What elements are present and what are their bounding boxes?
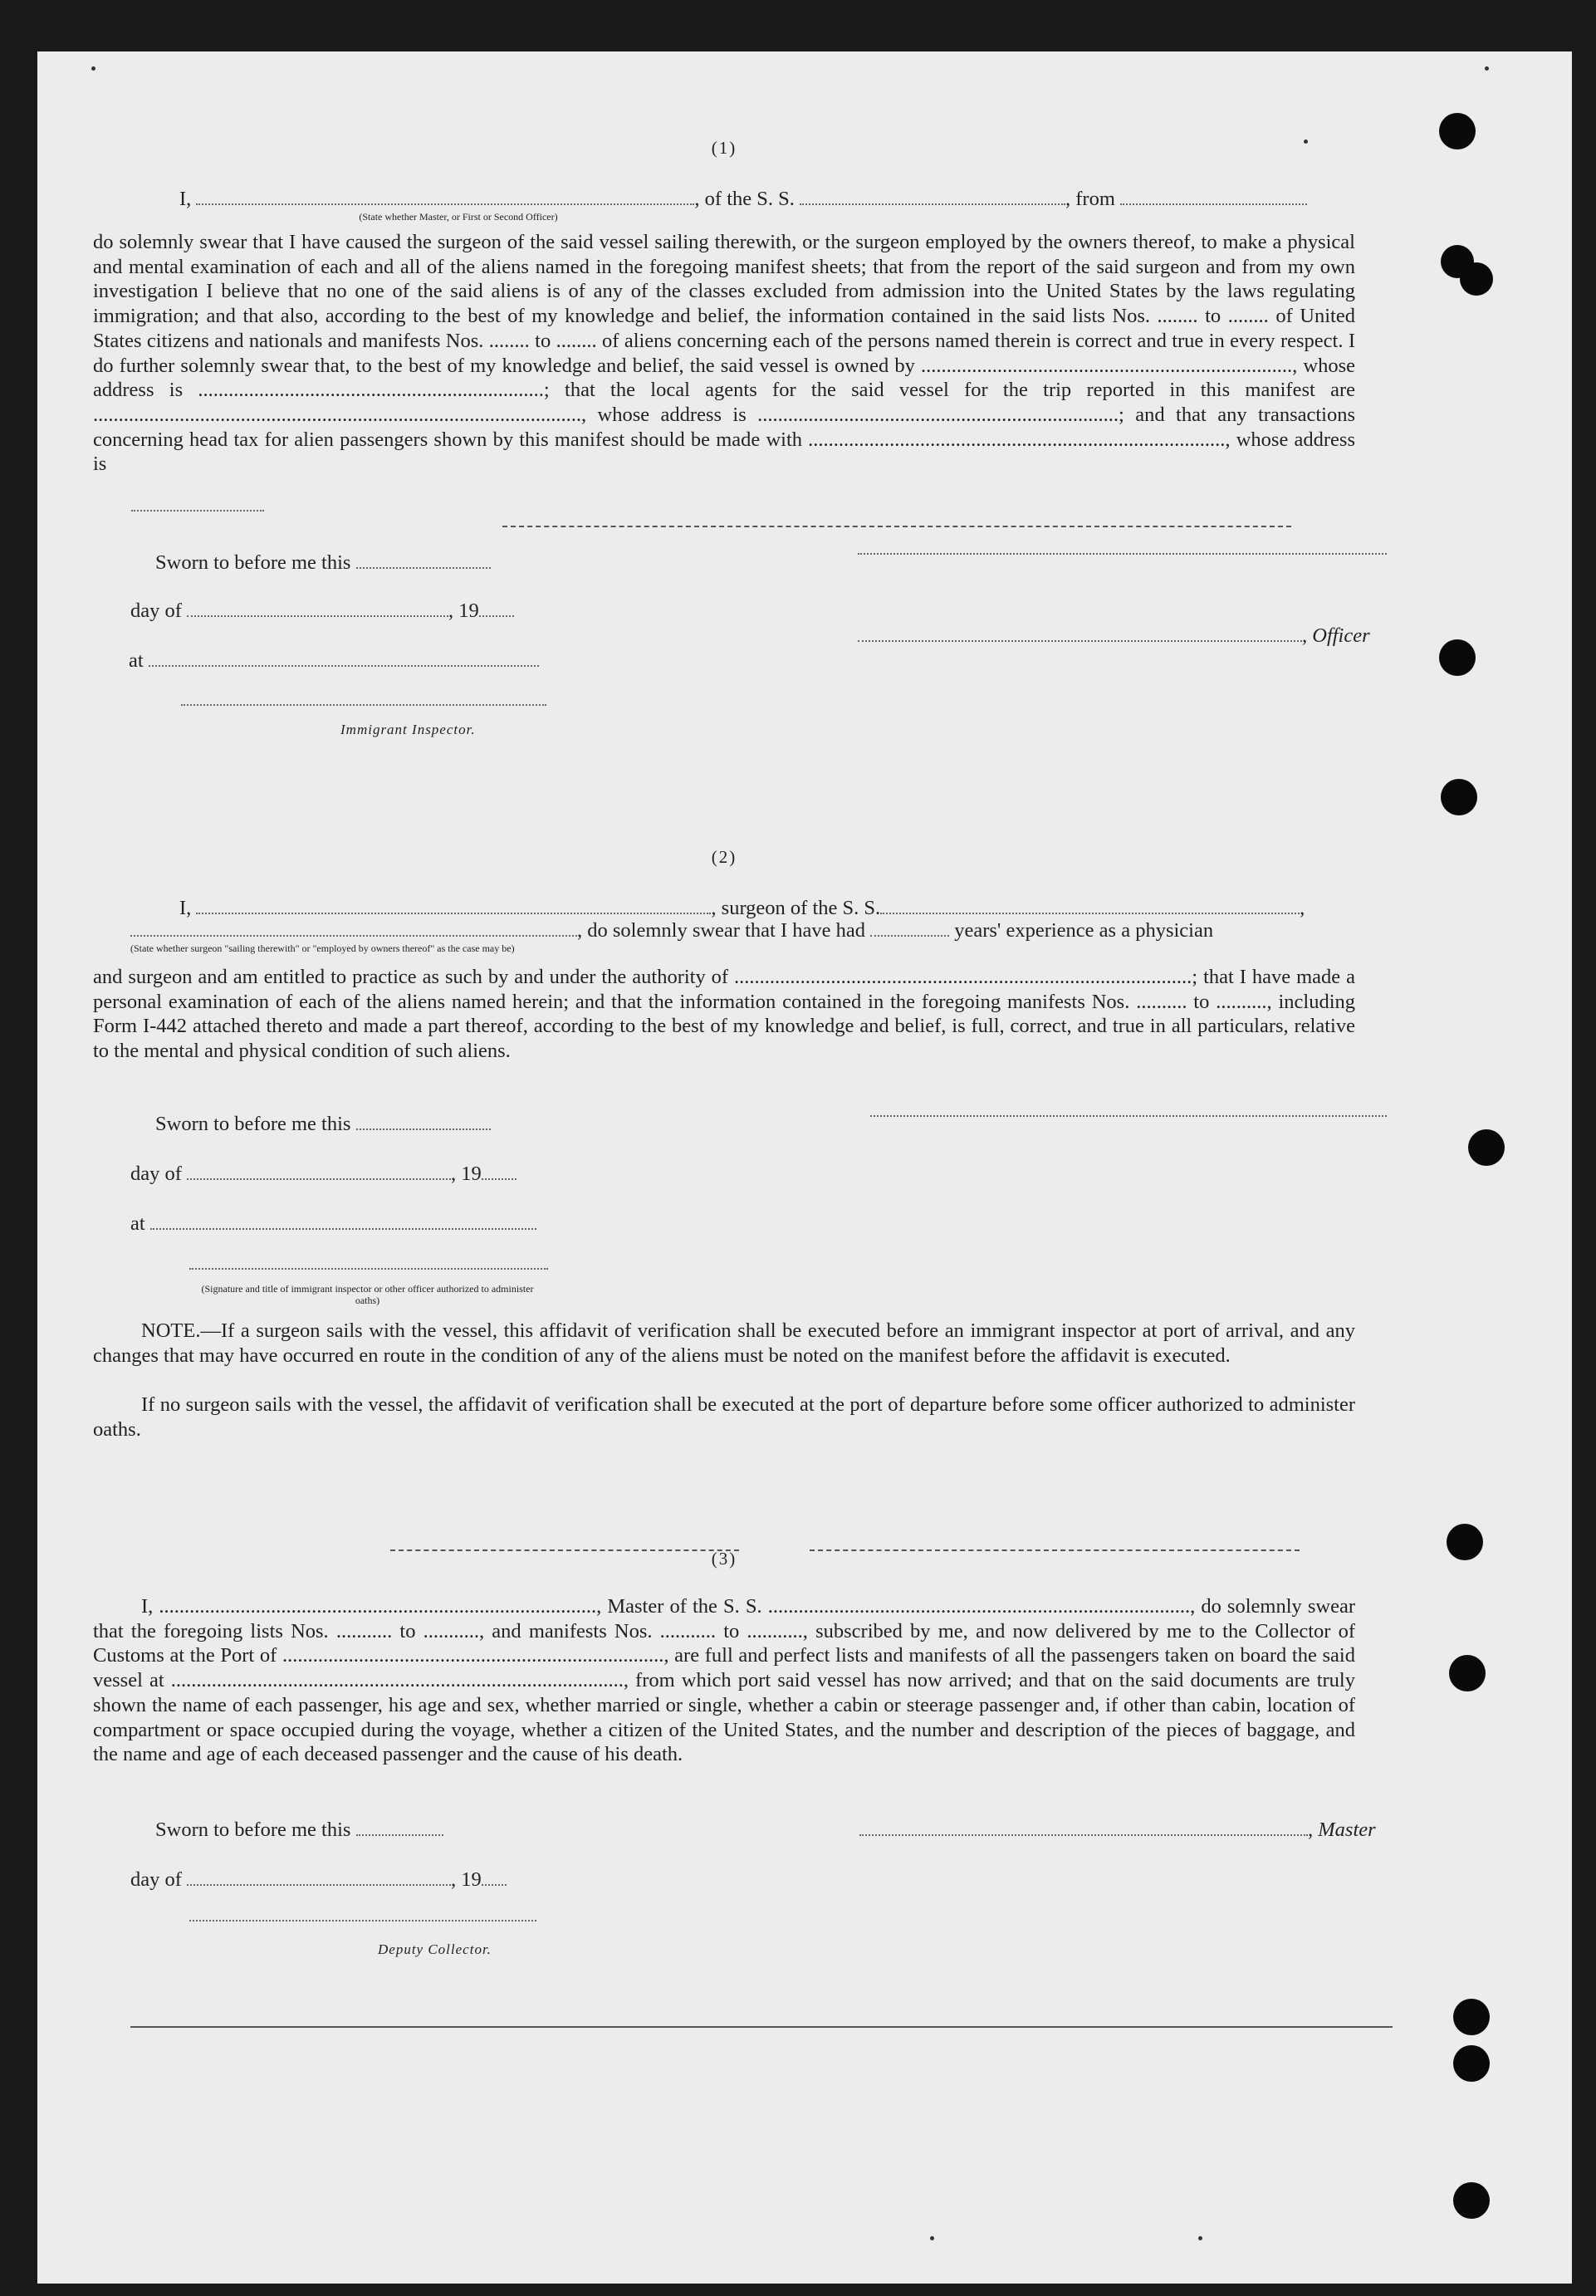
- month-field: [187, 1871, 451, 1886]
- sworn-label: Sworn to before me this: [155, 1113, 351, 1135]
- officer-signature-line-1: [858, 553, 1387, 555]
- surgeon-note-2: [93, 1393, 1355, 1442]
- officer-signature-field: [858, 627, 1302, 642]
- year-field: [482, 1871, 507, 1886]
- last-address-field: [131, 510, 264, 512]
- punch-hole: [1439, 639, 1476, 676]
- month-field: [187, 1165, 451, 1180]
- master-signature-field: [859, 1821, 1308, 1836]
- place-field: [149, 652, 539, 667]
- section-2-body: and surgeon and am entitled to practice as such by and under the authority of ..........................................................................................; that I have made a personal examination of each of the aliens named herein; and that the information contained in the foregoing manifests Nos. .......... to .........., including Form I-442 attached thereto and made a part thereof, according to the best of my knowledge and belief, is full, correct, and true in all particulars, relative to the mental and physical condition of such aliens.: [93, 966, 1355, 1063]
- sworn-date-field: [356, 1115, 491, 1130]
- master-row: [859, 1819, 1376, 1842]
- section-2-line-2: [130, 919, 1213, 942]
- inspector-caption: Immigrant Inspector.: [340, 722, 476, 737]
- section-divider: [502, 526, 1291, 527]
- day-of-label: day of: [130, 1163, 182, 1185]
- punch-hole: [1468, 1129, 1505, 1166]
- sworn-label: Sworn to before me this: [155, 1819, 351, 1841]
- note-label: NOTE.: [141, 1319, 201, 1342]
- from-port-field: [1120, 190, 1307, 205]
- sworn-date-field: [356, 1821, 443, 1836]
- note-2-text: If no surgeon sails with the vessel, the affidavit of verification shall be executed at the port of departure before some officer authorized to administer oaths.: [93, 1393, 1355, 1441]
- section-1-body: do solemnly swear that I have caused the surgeon of the said vessel sailing therewith, or the surgeon employed by the owners thereof, to make a physical and mental examination of each and all of the aliens named in the foregoing manifest sheets; that from the report of the said surgeon and from my own investigation I believe that no one of the said aliens is of any of the classes excluded from admission into the United States by the laws regulating immigration; and that also, according to the best of my knowledge and belief, the information contained in the said lists Nos. ........ to ........ of United States citizens and nationals and manifests Nos. ........ to ........ of aliens concerning each of the persons named therein is correct and true in every respect. I do further solemnly swear that, to the best of my knowledge and belief, the said vessel is owned by ........................................................................., whose address is ....................................................................; that the local agents for the said vessel for the trip reported in this manifest are ................................................................................................, whose address is .......................................................................; and that any transactions concerning head tax for alien passengers shown by this manifest should be made with .................................................................................., whose address is: [93, 231, 1355, 476]
- year-prefix: , 19: [451, 1868, 482, 1891]
- at-row-2: [130, 1212, 536, 1236]
- rank-field: [196, 190, 694, 205]
- bottom-rule: [130, 2026, 1393, 2028]
- surgeon-vessel-field: [880, 899, 1300, 914]
- swear-label: , do solemnly swear that I have had: [577, 919, 865, 942]
- years-field: [870, 922, 949, 937]
- surgeon-name-field: [196, 899, 711, 914]
- year-field: [482, 1165, 516, 1180]
- officer-label: , Officer: [1302, 624, 1370, 647]
- surgeon-type-note: (State whether surgeon "sailing therewith" or "employed by owners thereof" as the case may be): [130, 942, 515, 954]
- punch-hole: [1453, 1999, 1490, 2035]
- officer-row: [858, 624, 1370, 648]
- surgeon-signature-line: [870, 1115, 1387, 1117]
- sworn-label: Sworn to before me this: [155, 551, 351, 574]
- section-3-body: [93, 1594, 1355, 1767]
- punch-hole: [1453, 2045, 1490, 2082]
- day-of-label: day of: [130, 1868, 182, 1891]
- punch-hole: [1441, 779, 1477, 815]
- section-1-number: (1): [711, 138, 737, 158]
- at-label: at: [130, 1212, 145, 1235]
- administering-officer-caption: (Signature and title of immigrant inspector or other officer authorized to administer oaths): [201, 1283, 534, 1306]
- inspector-signature-line: [181, 704, 546, 706]
- section-3-text: I, ......................................................................................, Master of the S. S. ..................................................................................., do solemnly swear that the foregoing lists Nos. ........... to ..........., and manifests Nos. ........... to ..........., subscribed by me, and now delivered by me to the Collector of Customs at the Port of ..........................................................................., are full and perfect lists and manifests of all the passengers taken on board the said vessel at ........................................................................................., from which port said vessel has now arrived; and that on the said documents are truly shown the name of each passenger, his age and sex, whether married or single, whether a cabin or steerage passenger and, if other than cabin, location of compartment or space occupied during the voyage, whether a citizen of the United States, and the number and description of the pieces of baggage, and the name and age of each deceased passenger and the cause of his death.: [93, 1595, 1355, 1766]
- sworn-date-field: [356, 554, 491, 569]
- deputy-caption: Deputy Collector.: [378, 1941, 492, 1957]
- place-field: [150, 1215, 536, 1230]
- speck: [1485, 66, 1489, 71]
- at-label: at: [129, 649, 144, 672]
- day-row-2: [130, 1163, 516, 1186]
- administering-officer-signature-line: [189, 1268, 548, 1270]
- surgeon-type-field: [130, 922, 577, 937]
- punch-hole: [1449, 1655, 1486, 1691]
- punch-hole: [1460, 262, 1493, 296]
- vessel-name-field: [800, 190, 1065, 205]
- sworn-row-3: [155, 1819, 443, 1842]
- section-1-opening-line: [179, 188, 1307, 211]
- section-2-i: I,: [179, 897, 192, 919]
- years-label: years' experience as a physician: [954, 919, 1214, 942]
- month-field: [187, 602, 448, 617]
- punch-hole: [1447, 1524, 1483, 1560]
- deputy-signature-line: [189, 1920, 536, 1921]
- day-row-1: [130, 600, 514, 623]
- rank-note: (State whether Master, or First or Second Officer): [359, 211, 558, 223]
- master-label: , Master: [1308, 1819, 1376, 1841]
- section-2-line-1: I, , surgeon of the S. S. ,: [179, 897, 1305, 919]
- section-2-number: (2): [711, 847, 737, 867]
- at-row-1: [129, 649, 539, 673]
- sworn-row-2: [155, 1113, 491, 1136]
- year-prefix: , 19: [448, 600, 479, 622]
- speck: [91, 66, 95, 71]
- section-3-number: (3): [711, 1549, 737, 1569]
- speck: [930, 2236, 934, 2240]
- punch-hole: [1453, 2182, 1490, 2219]
- year-prefix: , 19: [451, 1163, 482, 1185]
- day-row-3: [130, 1868, 507, 1892]
- note-text: —If a surgeon sails with the vessel, this affidavit of verification shall be executed before an immigrant inspector at port of arrival, and any changes that may have occurred en route in the condition of any of the aliens must be noted on the manifest before the affidavit is executed.: [93, 1319, 1355, 1367]
- year-field: [479, 602, 514, 617]
- from-label: , from: [1065, 188, 1115, 210]
- surgeon-note: [93, 1319, 1355, 1368]
- punch-hole: [1439, 113, 1476, 149]
- section-1-i: I,: [179, 188, 192, 210]
- of-ss-label: , of the S. S.: [694, 188, 795, 210]
- sworn-row-1: [155, 551, 491, 575]
- speck: [1198, 2236, 1202, 2240]
- day-of-label: day of: [130, 600, 182, 622]
- surgeon-of-label: , surgeon of the S. S.: [711, 897, 881, 919]
